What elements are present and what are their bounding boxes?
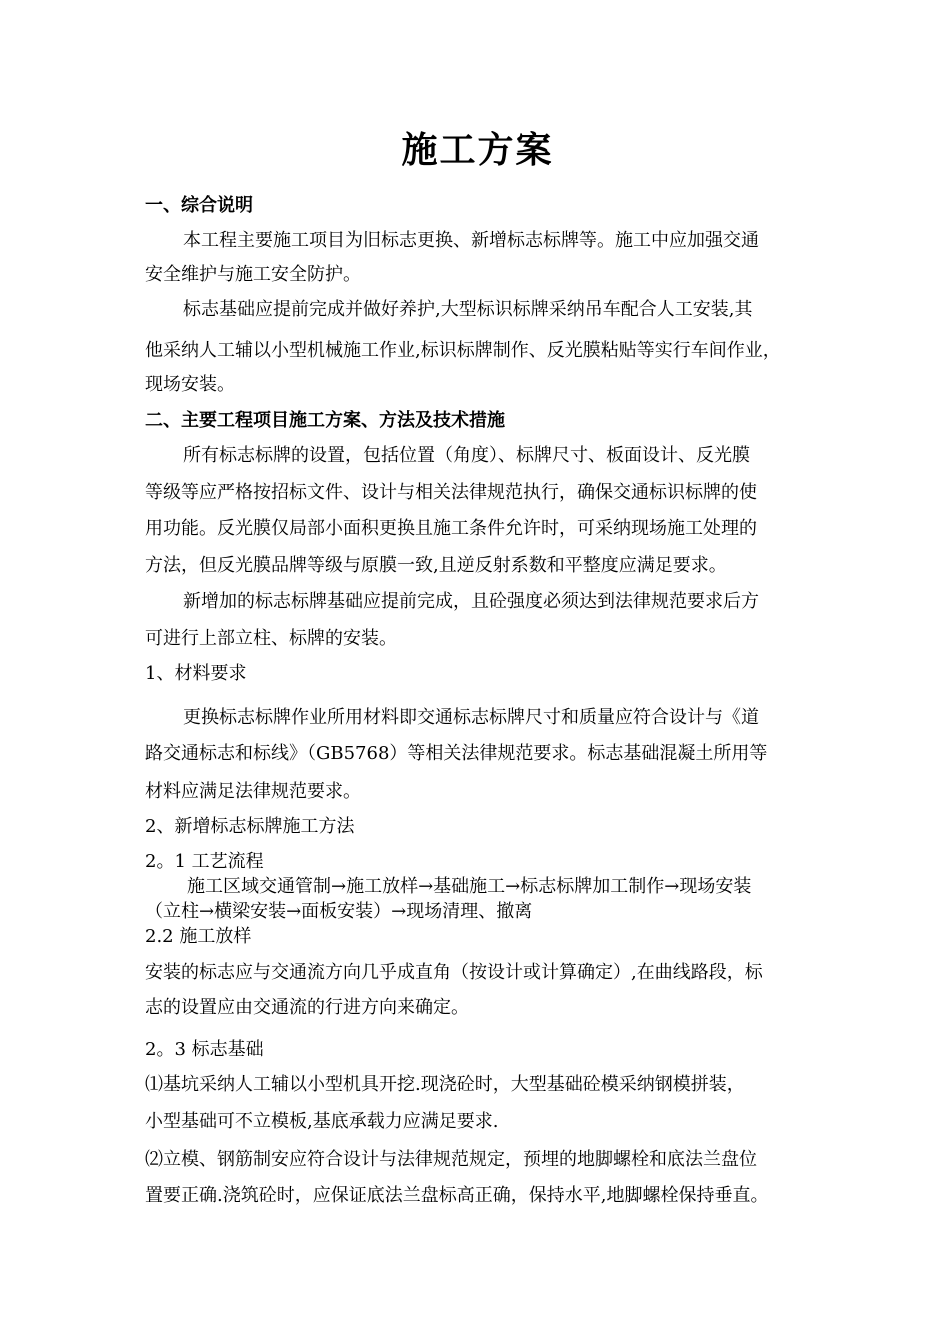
subsection-heading: 2.2 施工放样 <box>145 926 252 947</box>
paragraph-line: 安装的标志应与交通流方向几乎成直角（按设计或计算确定）,在曲线路段，标 <box>145 962 763 983</box>
subsection-heading: 1、材料要求 <box>145 663 247 684</box>
section-heading-1: 一、综合说明 <box>145 195 253 216</box>
paragraph-line: （立柱→横梁安装→面板安装）→现场清理、撤离 <box>145 901 533 922</box>
paragraph-line: 安全维护与施工安全防护。 <box>145 264 361 285</box>
paragraph-line: 施工区域交通管制→施工放样→基础施工→标志标牌加工制作→现场安装 <box>187 876 752 897</box>
paragraph-line: 他采纳人工辅以小型机械施工作业,标识标牌制作、反光膜粘贴等实行车间作业， <box>145 340 781 361</box>
document-title: 施工方案 <box>401 129 554 171</box>
paragraph-line: ⑵立模、钢筋制安应符合设计与法律规范规定，预埋的地脚螺栓和底法兰盘位 <box>145 1149 757 1170</box>
paragraph-line: 等级等应严格按招标文件、设计与相关法律规范执行，确保交通标识标牌的使 <box>145 482 757 503</box>
paragraph-line: 更换标志标牌作业所用材料即交通标志标牌尺寸和质量应符合设计与《道 <box>183 707 759 728</box>
paragraph-line: 本工程主要施工项目为旧标志更换、新增标志标牌等。施工中应加强交通 <box>183 230 759 251</box>
paragraph-line: 所有标志标牌的设置，包括位置（角度）、标牌尺寸、板面设计、反光膜 <box>183 445 750 466</box>
paragraph-line: 置要正确.浇筑砼时，应保证底法兰盘标高正确，保持水平,地脚螺栓保持垂直。 <box>145 1185 769 1206</box>
paragraph-line: ⑴基坑采纳人工辅以小型机具开挖.现浇砼时，大型基础砼模采纳钢模拼装， <box>145 1074 745 1095</box>
paragraph-line: 现场安装。 <box>145 374 235 395</box>
section-heading-2: 二、主要工程项目施工方案、方法及技术措施 <box>145 410 505 431</box>
subsection-heading: 2。3 标志基础 <box>145 1039 264 1060</box>
subsection-heading: 2。1 工艺流程 <box>145 851 264 872</box>
paragraph-line: 志的设置应由交通流的行进方向来确定。 <box>145 997 469 1018</box>
paragraph-line: 标志基础应提前完成并做好养护,大型标识标牌采纳吊车配合人工安装,其 <box>183 299 753 320</box>
subsection-heading: 2、新增标志标牌施工方法 <box>145 816 355 837</box>
paragraph-line: 新增加的标志标牌基础应提前完成，且砼强度必须达到法律规范要求后方 <box>183 591 759 612</box>
paragraph-line: 小型基础可不立模板,基底承载力应满足要求. <box>145 1111 499 1132</box>
paragraph-line: 用功能。反光膜仅局部小面积更换且施工条件允许时，可采纳现场施工处理的 <box>145 518 757 539</box>
paragraph-line: 可进行上部立柱、标牌的安装。 <box>145 628 397 649</box>
paragraph-line: 方法，但反光膜品牌等级与原膜一致,且逆反射系数和平整度应满足要求。 <box>145 555 727 576</box>
paragraph-line: 路交通标志和标线》（GB5768）等相关法律规范要求。标志基础混凝土所用等 <box>145 743 768 764</box>
paragraph-line: 材料应满足法律规范要求。 <box>145 781 361 802</box>
